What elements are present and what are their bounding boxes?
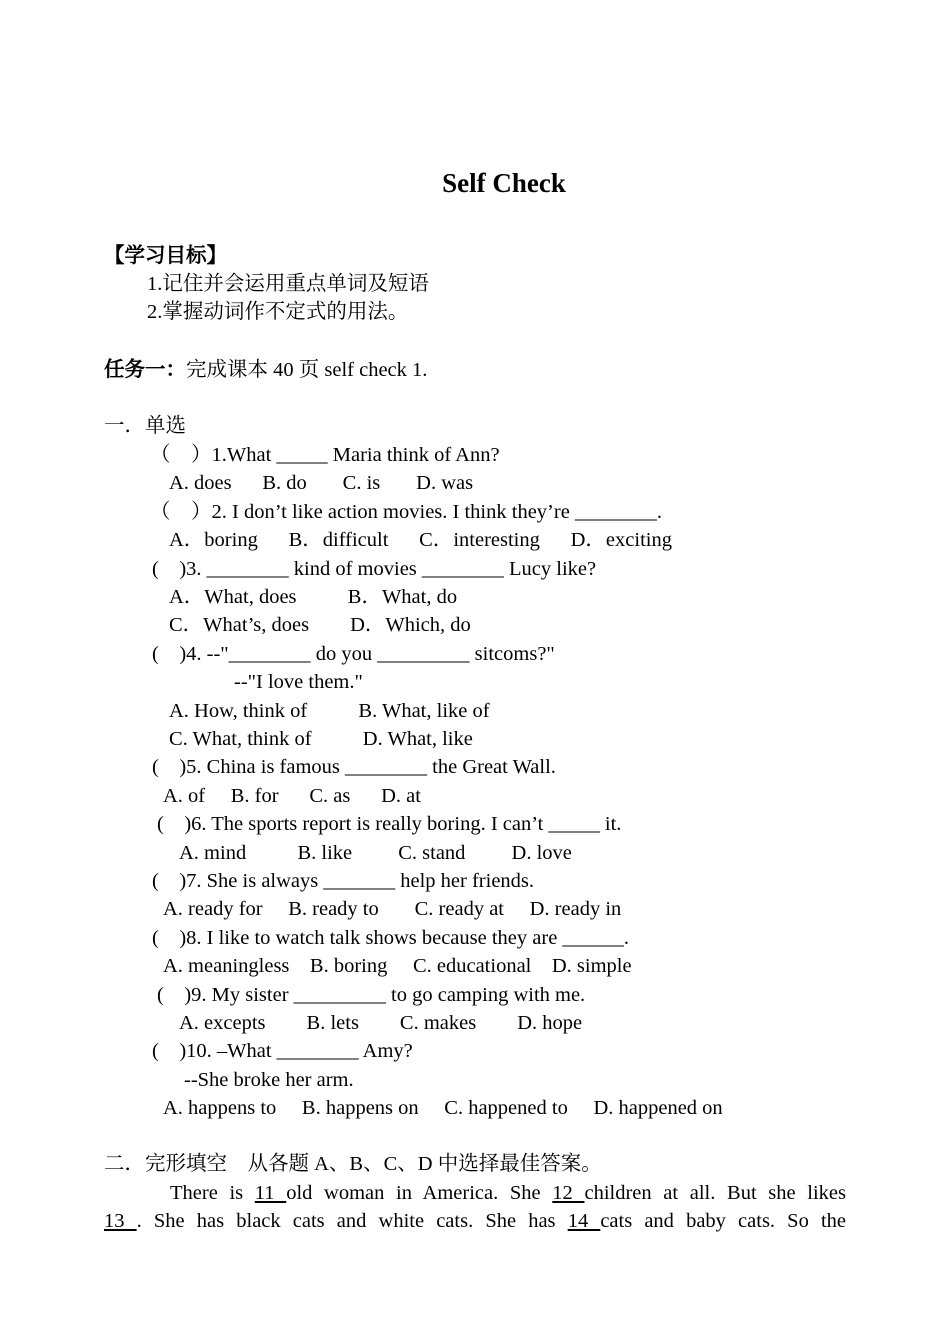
question-line: ( )8. I like to watch talk shows because they are ______. bbox=[152, 927, 630, 949]
option-line: A. meaningless B. boring C. educational D. simple bbox=[163, 955, 632, 977]
option-line: A. of B. for C. as D. at bbox=[163, 785, 421, 807]
option-line: A. does B. do C. is D. was bbox=[169, 472, 474, 494]
task1-text: 完成课本 40 页 self check 1. bbox=[186, 359, 428, 381]
section2-heading: 二．完形填空 从各题 A、B、C、D 中选择最佳答案。 bbox=[104, 1153, 602, 1175]
cloze-text: There is bbox=[170, 1182, 255, 1204]
question-line: ( )3. ________ kind of movies ________ Lucy like? bbox=[152, 558, 597, 580]
objective-item: 1.记住并会运用重点单词及短语 bbox=[147, 273, 429, 295]
question-line: ( )6. The sports report is really boring. I can’t _____ it. bbox=[157, 813, 622, 835]
option-line: A. ready for B. ready to C. ready at D. ready in bbox=[163, 898, 622, 920]
dialog-line: --She broke her arm. bbox=[184, 1069, 354, 1091]
cloze-text: . She has black cats and white cats. She has bbox=[136, 1210, 568, 1232]
option-line: A．What, does B．What, do bbox=[169, 586, 458, 608]
blank-11: 11 bbox=[254, 1182, 287, 1204]
dialog-line: --"I love them." bbox=[234, 671, 363, 693]
blank-12: 12 bbox=[552, 1182, 585, 1204]
cloze-paragraph-line bbox=[104, 1180, 846, 1206]
blank-14: 14 bbox=[567, 1210, 601, 1232]
option-line: C．What’s, does D．Which, do bbox=[169, 614, 471, 636]
option-line: C. What, think of D. What, like bbox=[169, 728, 473, 750]
page-title: Self Check bbox=[442, 168, 566, 198]
question-line: （ ）2. I don’t like action movies. I think they’re ________. bbox=[150, 501, 663, 523]
cloze-text: children at all. But she likes bbox=[584, 1182, 846, 1204]
section1-heading: 一．单选 bbox=[104, 415, 186, 437]
cloze-paragraph-line bbox=[104, 1208, 846, 1234]
option-line: A. mind B. like C. stand D. love bbox=[179, 842, 572, 864]
option-line: A．boring B．difficult C．interesting D．exciting bbox=[169, 529, 672, 551]
task1-label: 任务一： bbox=[104, 359, 186, 381]
question-line: ( )7. She is always _______ help her friends. bbox=[152, 870, 535, 892]
option-line: A. excepts B. lets C. makes D. hope bbox=[179, 1012, 583, 1034]
objectives-heading: 【学习目标】 bbox=[104, 245, 227, 267]
question-line: （ ）1.What _____ Maria think of Ann? bbox=[150, 444, 500, 466]
option-line: A. happens to B. happens on C. happened to D. happened on bbox=[163, 1097, 723, 1119]
question-line: ( )5. China is famous ________ the Great Wall. bbox=[152, 756, 556, 778]
cloze-text: cats and baby cats. So the bbox=[600, 1210, 847, 1232]
blank-13: 13 bbox=[104, 1210, 137, 1232]
question-line: ( )9. My sister _________ to go camping with me. bbox=[157, 984, 586, 1006]
option-line: A. How, think of B. What, like of bbox=[169, 700, 490, 722]
objective-item: 2.掌握动词作不定式的用法。 bbox=[147, 301, 409, 323]
question-line: ( )4. --"________ do you _________ sitcoms?" bbox=[152, 643, 555, 665]
task1 bbox=[104, 357, 427, 383]
question-line: ( )10. –What ________ Amy? bbox=[152, 1040, 413, 1062]
cloze-text: old woman in America. She bbox=[286, 1182, 553, 1204]
